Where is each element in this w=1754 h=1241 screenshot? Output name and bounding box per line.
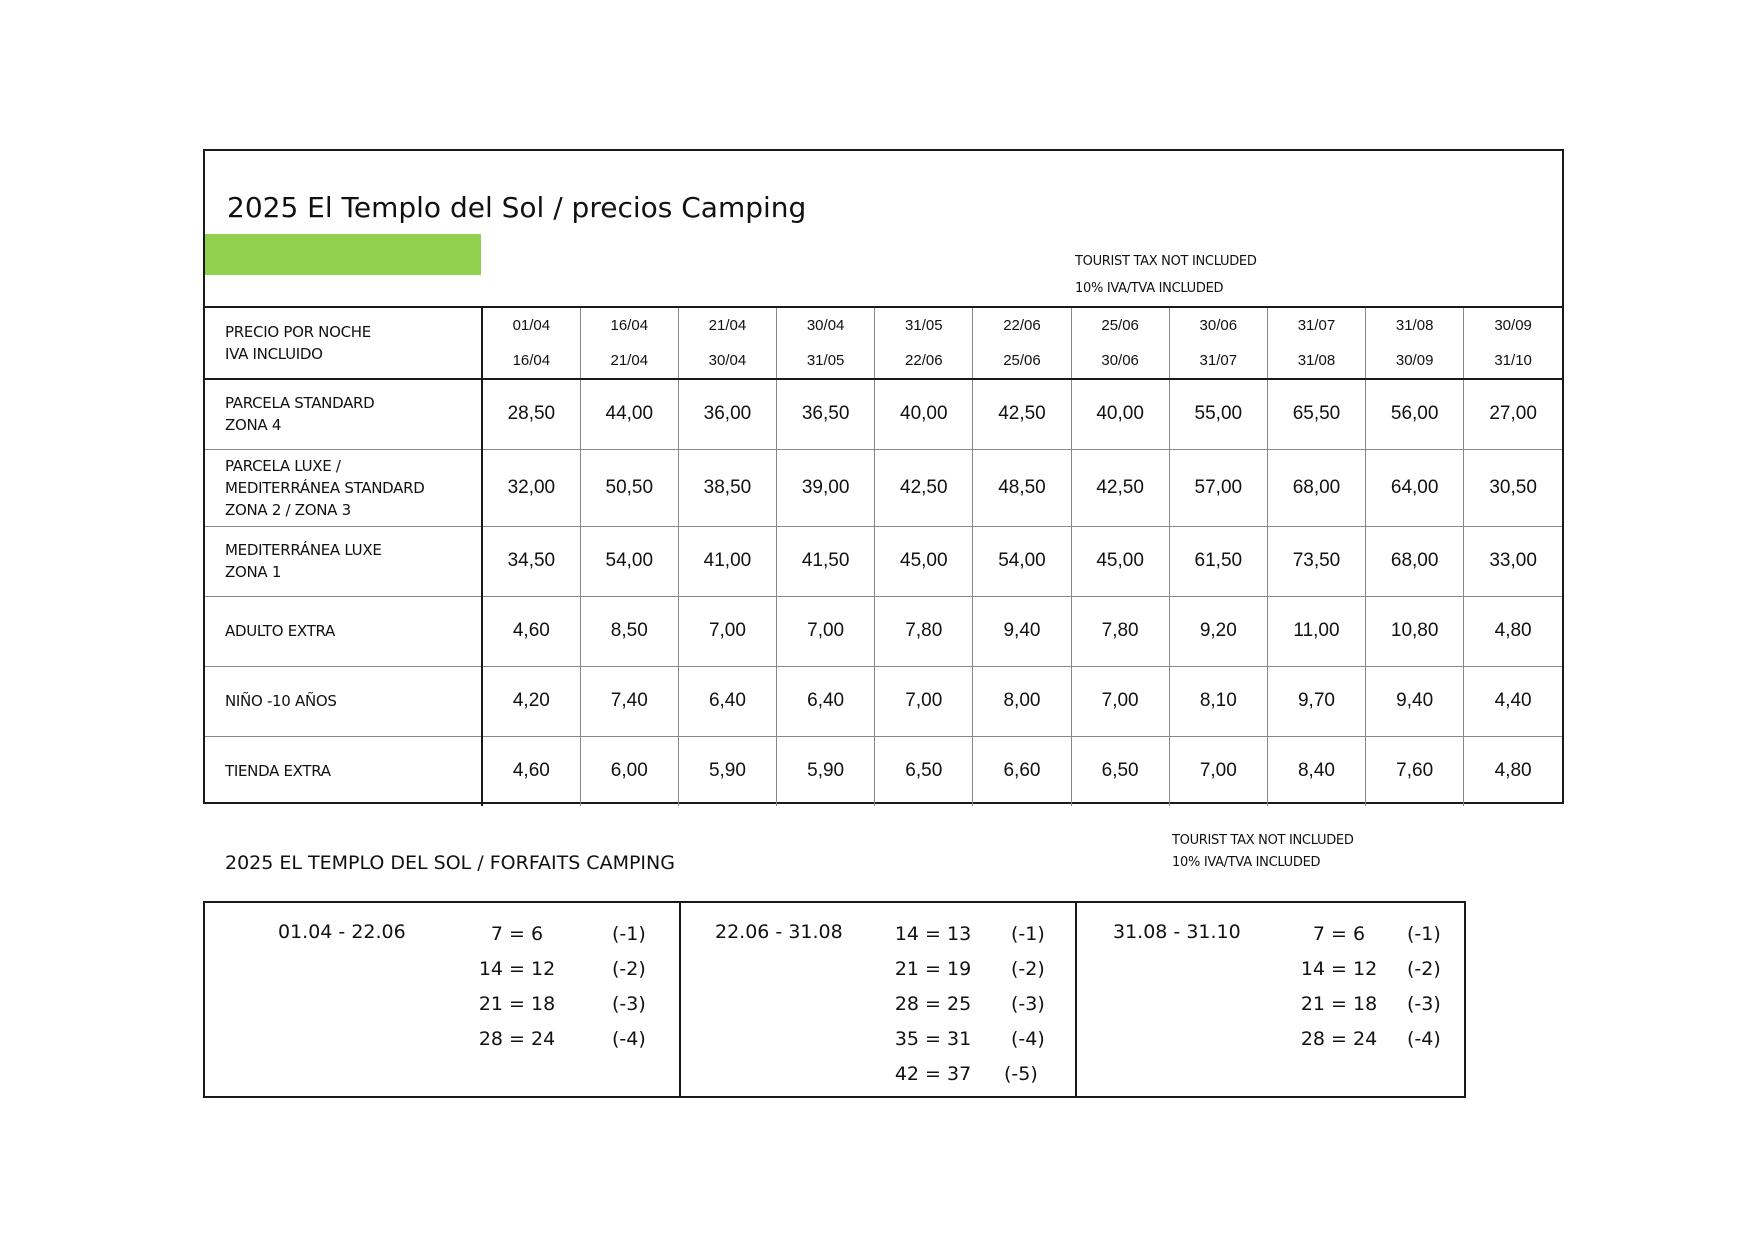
period-from: 31/05 [905, 317, 943, 334]
period-from: 30/09 [1494, 317, 1532, 334]
price-cell: 4,60 [482, 736, 580, 806]
period-from: 01/04 [512, 317, 551, 334]
forfait-nights: 7 = 6 [490, 923, 544, 945]
accent-bar [205, 234, 481, 275]
forfait-discount: (-1) [612, 923, 646, 945]
forfait-discount: (-2) [612, 958, 646, 980]
price-cell: 6,50 [875, 736, 973, 806]
price-table-box [203, 149, 1564, 804]
price-cell: 10,80 [1366, 596, 1464, 666]
period-from: 30/06 [1199, 317, 1238, 334]
header-row [205, 307, 1562, 379]
period-to: 31/08 [1297, 352, 1336, 369]
forfait-discount: (-2) [1407, 958, 1441, 980]
price-cell: 8,40 [1267, 736, 1365, 806]
price-cell: 55,00 [1169, 379, 1267, 449]
price-cell: 4,80 [1464, 596, 1562, 666]
period-header [1071, 307, 1169, 379]
header-label: PRECIO POR NOCHE IVA INCLUIDO [205, 307, 482, 379]
forfait-nights: 28 = 24 [478, 1028, 556, 1050]
forfait-discount: (-1) [1011, 923, 1045, 945]
forfait-discount: (-4) [1407, 1028, 1441, 1050]
price-cell: 7,80 [1071, 596, 1169, 666]
period-to: 31/05 [806, 352, 845, 369]
price-cell: 9,70 [1267, 666, 1365, 736]
price-cell: 28,50 [482, 379, 580, 449]
period-header [1169, 307, 1267, 379]
forfait-nights: 21 = 18 [1300, 993, 1378, 1015]
price-cell: 54,00 [580, 526, 678, 596]
period-to: 21/04 [610, 352, 649, 369]
price-cell: 48,50 [973, 449, 1071, 526]
price-cell: 27,00 [1464, 379, 1562, 449]
price-cell: 4,80 [1464, 736, 1562, 806]
price-cell: 68,00 [1267, 449, 1365, 526]
period-to: 16/04 [512, 352, 551, 369]
price-cell: 56,00 [1366, 379, 1464, 449]
price-table-notes [1075, 248, 1257, 302]
row-label: ADULTO EXTRA [205, 596, 482, 666]
price-cell: 7,00 [875, 666, 973, 736]
period-to: 22/06 [905, 352, 943, 369]
period-header [1267, 307, 1365, 379]
forfait-range: 31.08 - 31.10 [1113, 921, 1241, 943]
price-cell: 5,90 [678, 736, 776, 806]
forfait-discount: (-1) [1407, 923, 1441, 945]
price-cell: 8,50 [580, 596, 678, 666]
period-to: 25/06 [1003, 352, 1041, 369]
price-cell: 45,00 [1071, 526, 1169, 596]
price-cell: 41,50 [777, 526, 875, 596]
price-cell: 32,00 [482, 449, 580, 526]
price-cell: 45,00 [875, 526, 973, 596]
row-label: MEDITERRÁNEA LUXE ZONA 1 [205, 526, 482, 596]
period-header [678, 307, 776, 379]
row-label: NIÑO -10 AÑOS [205, 666, 482, 736]
table-row [205, 379, 1562, 449]
row-label: PARCELA LUXE / MEDITERRÁNEA STANDARD ZONA 2 / ZONA 3 [205, 449, 482, 526]
price-cell: 4,40 [1464, 666, 1562, 736]
price-cell: 7,00 [1071, 666, 1169, 736]
forfait-nights: 28 = 24 [1300, 1028, 1378, 1050]
period-header [875, 307, 973, 379]
price-cell: 38,50 [678, 449, 776, 526]
forfait-period [679, 903, 1075, 1096]
row-label: TIENDA EXTRA [205, 736, 482, 806]
price-cell: 36,00 [678, 379, 776, 449]
forfait-range: 01.04 - 22.06 [278, 921, 406, 943]
forfaits-iva-note: 10% IVA/TVA INCLUDED [1172, 855, 1321, 870]
period-header [777, 307, 875, 379]
price-cell: 73,50 [1267, 526, 1365, 596]
period-header [482, 307, 580, 379]
iva-note: 10% IVA/TVA INCLUDED [1075, 281, 1224, 296]
forfait-discount: (-3) [612, 993, 646, 1015]
price-cell: 4,20 [482, 666, 580, 736]
period-from: 31/07 [1297, 317, 1336, 334]
period-from: 25/06 [1101, 317, 1139, 334]
forfait-period [1075, 903, 1464, 1096]
period-header [580, 307, 678, 379]
price-cell: 30,50 [1464, 449, 1562, 526]
price-cell: 7,00 [777, 596, 875, 666]
price-cell: 44,00 [580, 379, 678, 449]
period-to: 31/07 [1199, 352, 1238, 369]
price-cell: 54,00 [973, 526, 1071, 596]
price-cell: 42,50 [1071, 449, 1169, 526]
period-from: 30/04 [806, 317, 845, 334]
price-cell: 9,20 [1169, 596, 1267, 666]
forfait-nights: 21 = 19 [894, 958, 972, 980]
table-row [205, 736, 1562, 806]
period-header [1366, 307, 1464, 379]
price-cell: 34,50 [482, 526, 580, 596]
forfait-period [205, 903, 679, 1096]
forfait-nights: 28 = 25 [894, 993, 972, 1015]
price-cell: 33,00 [1464, 526, 1562, 596]
row-label: PARCELA STANDARD ZONA 4 [205, 379, 482, 449]
period-to: 31/10 [1494, 352, 1532, 369]
forfait-discount: (-2) [1011, 958, 1045, 980]
period-from: 16/04 [610, 317, 649, 334]
price-cell: 41,00 [678, 526, 776, 596]
price-cell: 64,00 [1366, 449, 1464, 526]
price-cell: 42,50 [875, 449, 973, 526]
forfaits-title: 2025 EL TEMPLO DEL SOL / FORFAITS CAMPING [225, 852, 675, 874]
price-cell: 8,00 [973, 666, 1071, 736]
price-table [205, 306, 1562, 806]
forfaits-notes [1172, 830, 1354, 874]
price-cell: 7,40 [580, 666, 678, 736]
forfait-nights: 14 = 13 [894, 923, 972, 945]
price-cell: 8,10 [1169, 666, 1267, 736]
forfait-discount: (-4) [1011, 1028, 1045, 1050]
table-row [205, 449, 1562, 526]
price-cell: 11,00 [1267, 596, 1365, 666]
forfaits-box [203, 901, 1466, 1098]
tax-note: TOURIST TAX NOT INCLUDED [1075, 254, 1257, 269]
table-row [205, 666, 1562, 736]
forfait-discount: (-3) [1407, 993, 1441, 1015]
forfaits-tax-note: TOURIST TAX NOT INCLUDED [1172, 833, 1354, 848]
period-from: 22/06 [1003, 317, 1041, 334]
price-cell: 42,50 [973, 379, 1071, 449]
period-from: 21/04 [708, 317, 747, 334]
price-cell: 6,40 [777, 666, 875, 736]
price-cell: 7,80 [875, 596, 973, 666]
price-cell: 6,50 [1071, 736, 1169, 806]
price-cell: 7,00 [678, 596, 776, 666]
price-cell: 7,60 [1366, 736, 1464, 806]
period-to: 30/09 [1395, 352, 1434, 369]
price-cell: 50,50 [580, 449, 678, 526]
price-cell: 7,00 [1169, 736, 1267, 806]
forfait-discount: (-4) [612, 1028, 646, 1050]
price-cell: 39,00 [777, 449, 875, 526]
forfait-nights: 14 = 12 [1300, 958, 1378, 980]
period-header [973, 307, 1071, 379]
price-cell: 40,00 [1071, 379, 1169, 449]
forfait-nights: 7 = 6 [1312, 923, 1366, 945]
table-row [205, 526, 1562, 596]
forfait-nights: 14 = 12 [478, 958, 556, 980]
price-cell: 68,00 [1366, 526, 1464, 596]
price-cell: 61,50 [1169, 526, 1267, 596]
price-cell: 6,00 [580, 736, 678, 806]
price-cell: 5,90 [777, 736, 875, 806]
price-cell: 65,50 [1267, 379, 1365, 449]
period-to: 30/06 [1101, 352, 1139, 369]
price-cell: 40,00 [875, 379, 973, 449]
price-cell: 57,00 [1169, 449, 1267, 526]
price-cell: 36,50 [777, 379, 875, 449]
forfait-nights: 21 = 18 [478, 993, 556, 1015]
price-table-title: 2025 El Templo del Sol / precios Camping [227, 191, 807, 224]
forfait-range: 22.06 - 31.08 [715, 921, 843, 943]
forfait-discount: (-5) [1004, 1063, 1038, 1085]
price-cell: 9,40 [1366, 666, 1464, 736]
price-cell: 6,60 [973, 736, 1071, 806]
price-cell: 6,40 [678, 666, 776, 736]
period-to: 30/04 [708, 352, 747, 369]
forfait-nights: 42 = 37 [894, 1063, 972, 1085]
period-header [1464, 307, 1562, 379]
forfait-discount: (-3) [1011, 993, 1045, 1015]
price-cell: 9,40 [973, 596, 1071, 666]
price-cell: 4,60 [482, 596, 580, 666]
table-row [205, 596, 1562, 666]
period-from: 31/08 [1395, 317, 1434, 334]
forfait-nights: 35 = 31 [894, 1028, 972, 1050]
